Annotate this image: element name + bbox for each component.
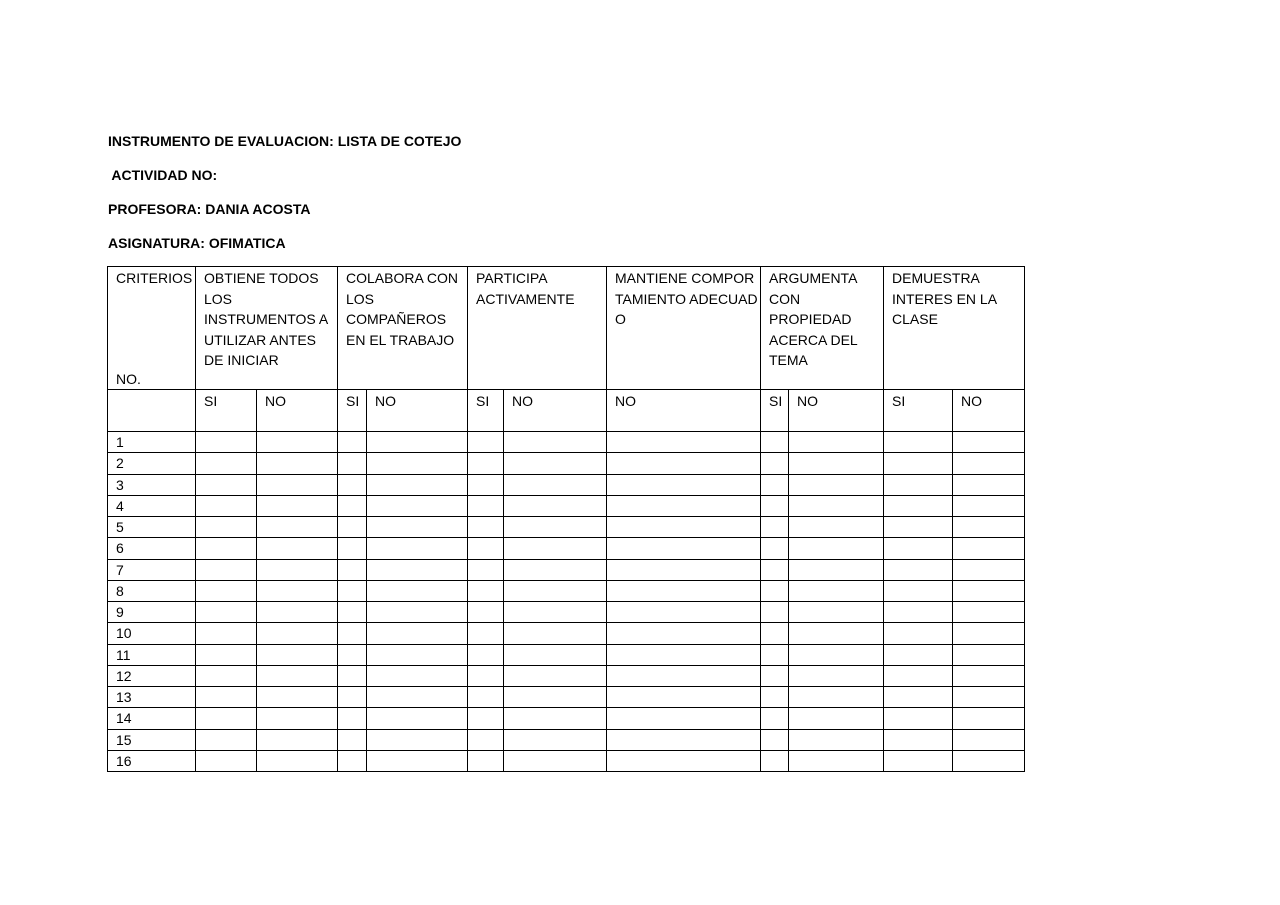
checklist-entry-cell[interactable] (788, 622, 884, 644)
checklist-entry-cell[interactable] (256, 516, 338, 538)
checklist-entry-cell[interactable] (952, 537, 1025, 559)
checklist-entry-cell[interactable] (952, 665, 1025, 687)
checklist-entry-cell[interactable] (366, 644, 468, 666)
checklist-entry-cell[interactable] (883, 644, 953, 666)
checklist-entry-cell[interactable] (366, 516, 468, 538)
checklist-entry-cell[interactable] (337, 601, 367, 623)
answer-option-label: SI (346, 393, 360, 409)
checklist-entry-cell[interactable] (606, 452, 761, 474)
checklist-entry-cell[interactable] (883, 516, 953, 538)
checklist-entry-cell[interactable] (606, 580, 761, 602)
checklist-entry-cell[interactable] (256, 537, 338, 559)
answer-option-label: SI (892, 393, 906, 409)
checklist-entry-cell[interactable] (256, 707, 338, 729)
sub-header-cell (503, 389, 607, 433)
checklist-entry-cell[interactable] (467, 622, 504, 644)
checklist-entry-cell[interactable] (366, 686, 468, 708)
checklist-entry-cell[interactable] (606, 644, 761, 666)
checklist-entry-cell[interactable] (760, 686, 789, 708)
table-row-number (107, 516, 196, 538)
checklist-entry-cell[interactable] (366, 474, 468, 496)
criterion-header-3 (467, 266, 607, 391)
checklist-entry-cell[interactable] (503, 729, 607, 751)
table-row-number (107, 750, 196, 772)
checklist-entry-cell[interactable] (883, 474, 953, 496)
checklist-entry-cell[interactable] (503, 665, 607, 687)
checklist-entry-cell[interactable] (195, 707, 257, 729)
checklist-entry-cell[interactable] (366, 707, 468, 729)
criterion-label: COLABORA CON LOS COMPAÑEROS EN EL TRABAJO (346, 270, 459, 348)
checklist-entry-cell[interactable] (337, 580, 367, 602)
criterion-label: PARTICIPA ACTIVAMENTE (476, 270, 575, 307)
checklist-entry-cell[interactable] (337, 452, 367, 474)
checklist-entry-cell[interactable] (952, 474, 1025, 496)
checklist-entry-cell[interactable] (366, 559, 468, 581)
checklist-entry-cell[interactable] (760, 495, 789, 517)
checklist-entry-cell[interactable] (503, 750, 607, 772)
checklist-entry-cell[interactable] (467, 665, 504, 687)
checklist-entry-cell[interactable] (606, 516, 761, 538)
checklist-entry-cell[interactable] (503, 686, 607, 708)
checklist-entry-cell[interactable] (503, 622, 607, 644)
checklist-entry-cell[interactable] (883, 559, 953, 581)
checklist-entry-cell[interactable] (952, 622, 1025, 644)
checklist-entry-cell[interactable] (467, 601, 504, 623)
checklist-entry-cell[interactable] (883, 686, 953, 708)
checklist-entry-cell[interactable] (503, 495, 607, 517)
checklist-entry-cell[interactable] (788, 431, 884, 453)
teacher-label: PROFESORA: DANIA ACOSTA (108, 201, 311, 217)
checklist-entry-cell[interactable] (337, 516, 367, 538)
checklist-entry-cell[interactable] (195, 474, 257, 496)
checklist-entry-cell[interactable] (256, 431, 338, 453)
checklist-entry-cell[interactable] (467, 580, 504, 602)
table-row-number (107, 537, 196, 559)
checklist-entry-cell[interactable] (195, 622, 257, 644)
row-number: 10 (116, 625, 132, 642)
checklist-entry-cell[interactable] (366, 537, 468, 559)
row-number: 3 (116, 476, 124, 493)
checklist-entry-cell[interactable] (256, 580, 338, 602)
checklist-entry-cell[interactable] (195, 665, 257, 687)
checklist-entry-cell[interactable] (195, 431, 257, 453)
checklist-entry-cell[interactable] (952, 644, 1025, 666)
checklist-entry-cell[interactable] (195, 452, 257, 474)
checklist-entry-cell[interactable] (256, 474, 338, 496)
row-number: 2 (116, 455, 124, 472)
checklist-entry-cell[interactable] (952, 580, 1025, 602)
checklist-entry-cell[interactable] (366, 452, 468, 474)
answer-option-label: SI (204, 393, 218, 409)
checklist-entry-cell[interactable] (883, 622, 953, 644)
checklist-entry-cell[interactable] (952, 686, 1025, 708)
checklist-entry-cell[interactable] (503, 474, 607, 496)
table-row-number (107, 601, 196, 623)
checklist-entry-cell[interactable] (366, 622, 468, 644)
answer-option-label: NO (265, 393, 286, 409)
sub-header-cell (337, 389, 367, 433)
checklist-entry-cell[interactable] (760, 474, 789, 496)
checklist-entry-cell[interactable] (760, 707, 789, 729)
criterion-label: MANTIENE COMPORTAMIENTO ADECUADO (615, 270, 758, 327)
checklist-entry-cell[interactable] (503, 516, 607, 538)
checklist-entry-cell[interactable] (760, 729, 789, 751)
checklist-entry-cell[interactable] (952, 495, 1025, 517)
checklist-entry-cell[interactable] (606, 537, 761, 559)
checklist-entry-cell[interactable] (195, 686, 257, 708)
checklist-entry-cell[interactable] (883, 707, 953, 729)
checklist-entry-cell[interactable] (606, 431, 761, 453)
criterion-header-1 (195, 266, 338, 391)
criterion-header-2 (337, 266, 468, 391)
checklist-entry-cell[interactable] (366, 580, 468, 602)
checklist-entry-cell[interactable] (883, 729, 953, 751)
checklist-entry-cell[interactable] (256, 601, 338, 623)
checklist-entry-cell[interactable] (788, 537, 884, 559)
answer-option-label: SI (769, 393, 783, 409)
checklist-entry-cell[interactable] (503, 644, 607, 666)
checklist-entry-cell[interactable] (467, 729, 504, 751)
checklist-entry-cell[interactable] (883, 665, 953, 687)
checklist-entry-cell[interactable] (606, 474, 761, 496)
checklist-entry-cell[interactable] (467, 686, 504, 708)
sub-header-cell (952, 389, 1025, 433)
checklist-entry-cell[interactable] (503, 559, 607, 581)
checklist-entry-cell[interactable] (760, 559, 789, 581)
checklist-entry-cell[interactable] (366, 750, 468, 772)
sub-header-cell (256, 389, 338, 433)
row-number: 8 (116, 582, 124, 599)
checklist-entry-cell[interactable] (788, 686, 884, 708)
criterion-header-5 (760, 266, 884, 391)
checklist-entry-cell[interactable] (256, 452, 338, 474)
checklist-entry-cell[interactable] (366, 729, 468, 751)
row-number: 7 (116, 561, 124, 578)
sub-header-blank (107, 389, 196, 433)
checklist-entry-cell[interactable] (195, 750, 257, 772)
sub-header-cell (366, 389, 468, 433)
table-row-number (107, 495, 196, 517)
checklist-entry-cell[interactable] (503, 601, 607, 623)
row-number: 9 (116, 604, 124, 620)
checklist-entry-cell[interactable] (195, 644, 257, 666)
checklist-entry-cell[interactable] (883, 495, 953, 517)
checklist-entry-cell[interactable] (195, 537, 257, 559)
table-row-number (107, 686, 196, 708)
row-number: 13 (116, 689, 132, 705)
sub-header-cell (467, 389, 504, 433)
answer-option-label: NO (797, 393, 818, 409)
checklist-entry-cell[interactable] (337, 686, 367, 708)
sub-header-cell (760, 389, 789, 433)
answer-option-label: NO (512, 393, 533, 409)
checklist-entry-cell[interactable] (467, 495, 504, 517)
checklist-entry-cell[interactable] (366, 495, 468, 517)
criterion-label: DEMUESTRA INTERES EN LA CLASE (892, 270, 997, 327)
sub-header-cell (195, 389, 257, 433)
row-number: 5 (116, 519, 124, 535)
checklist-entry-cell[interactable] (467, 537, 504, 559)
checklist-entry-cell[interactable] (503, 431, 607, 453)
checklist-entry-cell[interactable] (256, 686, 338, 708)
checklist-entry-cell[interactable] (760, 665, 789, 687)
checklist-entry-cell[interactable] (883, 431, 953, 453)
criterion-label: ARGUMENTA CON PROPIEDAD ACERCA DEL TEMA (769, 270, 858, 368)
table-row-number (107, 644, 196, 666)
checklist-entry-cell[interactable] (952, 601, 1025, 623)
checklist-entry-cell[interactable] (788, 750, 884, 772)
checklist-entry-cell[interactable] (606, 622, 761, 644)
checklist-entry-cell[interactable] (503, 537, 607, 559)
checklist-entry-cell[interactable] (606, 495, 761, 517)
checklist-entry-cell[interactable] (195, 580, 257, 602)
checklist-entry-cell[interactable] (195, 601, 257, 623)
number-header: NO. (116, 370, 141, 387)
checklist-entry-cell[interactable] (788, 516, 884, 538)
row-number: 12 (116, 667, 132, 684)
checklist-entry-cell[interactable] (952, 516, 1025, 538)
checklist-entry-cell[interactable] (337, 707, 367, 729)
checklist-entry-cell[interactable] (788, 665, 884, 687)
table-row-number (107, 431, 196, 453)
criteria-header-cell (107, 266, 196, 391)
checklist-entry-cell[interactable] (606, 729, 761, 751)
checklist-entry-cell[interactable] (337, 474, 367, 496)
subject-label: ASIGNATURA: OFIMATICA (108, 235, 286, 251)
row-number: 1 (116, 434, 124, 450)
criteria-header: CRITERIOS (116, 270, 193, 286)
checklist-entry-cell[interactable] (883, 580, 953, 602)
checklist-entry-cell[interactable] (883, 601, 953, 623)
answer-option-label: SI (476, 393, 490, 409)
checklist-entry-cell[interactable] (788, 580, 884, 602)
checklist-entry-cell[interactable] (883, 750, 953, 772)
checklist-entry-cell[interactable] (195, 559, 257, 581)
checklist-entry-cell[interactable] (760, 622, 789, 644)
checklist-entry-cell[interactable] (337, 537, 367, 559)
checklist-entry-cell[interactable] (256, 729, 338, 751)
checklist-entry-cell[interactable] (337, 729, 367, 751)
checklist-entry-cell[interactable] (337, 665, 367, 687)
document-title: INSTRUMENTO DE EVALUACION: LISTA DE COTEJO (108, 133, 462, 149)
checklist-entry-cell[interactable] (760, 601, 789, 623)
checklist-entry-cell[interactable] (366, 665, 468, 687)
checklist-entry-cell[interactable] (256, 559, 338, 581)
checklist-entry-cell[interactable] (788, 707, 884, 729)
activity-label: ACTIVIDAD NO: (108, 167, 218, 183)
row-number: 15 (116, 731, 132, 748)
checklist-entry-cell[interactable] (788, 559, 884, 581)
table-row-number (107, 622, 196, 644)
checklist-entry-cell[interactable] (337, 644, 367, 666)
checklist-entry-cell[interactable] (337, 622, 367, 644)
criterion-header-4 (606, 266, 761, 391)
checklist-entry-cell[interactable] (788, 474, 884, 496)
checklist-entry-cell[interactable] (788, 601, 884, 623)
checklist-entry-cell[interactable] (366, 601, 468, 623)
answer-option-label: NO (961, 393, 982, 409)
row-number: 6 (116, 540, 124, 557)
checklist-entry-cell[interactable] (195, 516, 257, 538)
checklist-entry-cell[interactable] (952, 559, 1025, 581)
checklist-entry-cell[interactable] (606, 707, 761, 729)
table-row-number (107, 580, 196, 602)
row-number: 16 (116, 752, 132, 769)
checklist-entry-cell[interactable] (467, 474, 504, 496)
checklist-entry-cell[interactable] (337, 495, 367, 517)
checklist-entry-cell[interactable] (788, 644, 884, 666)
checklist-entry-cell[interactable] (760, 644, 789, 666)
checklist-entry-cell[interactable] (337, 750, 367, 772)
checklist-entry-cell[interactable] (760, 452, 789, 474)
checklist-entry-cell[interactable] (606, 601, 761, 623)
checklist-entry-cell[interactable] (467, 431, 504, 453)
answer-option-label: NO (615, 393, 636, 409)
checklist-entry-cell[interactable] (952, 707, 1025, 729)
checklist-entry-cell[interactable] (760, 750, 789, 772)
table-row-number (107, 665, 196, 687)
checklist-entry-cell[interactable] (256, 495, 338, 517)
checklist-entry-cell[interactable] (256, 750, 338, 772)
checklist-entry-cell[interactable] (256, 665, 338, 687)
checklist-entry-cell[interactable] (606, 559, 761, 581)
sub-header-cell (606, 389, 761, 433)
checklist-entry-cell[interactable] (467, 707, 504, 729)
sub-header-cell (788, 389, 884, 433)
checklist-entry-cell[interactable] (788, 495, 884, 517)
checklist-entry-cell[interactable] (337, 431, 367, 453)
checklist-entry-cell[interactable] (760, 516, 789, 538)
checklist-entry-cell[interactable] (883, 452, 953, 474)
row-number: 14 (116, 710, 132, 727)
checklist-entry-cell[interactable] (366, 431, 468, 453)
checklist-entry-cell[interactable] (952, 452, 1025, 474)
criterion-header-6 (883, 266, 1025, 391)
row-number: 11 (116, 646, 131, 663)
row-number: 4 (116, 497, 124, 514)
checklist-entry-cell[interactable] (503, 452, 607, 474)
checklist-entry-cell[interactable] (337, 559, 367, 581)
checklist-entry-cell[interactable] (195, 729, 257, 751)
checklist-entry-cell[interactable] (256, 644, 338, 666)
checklist-entry-cell[interactable] (760, 431, 789, 453)
criterion-label: OBTIENE TODOS LOS INSTRUMENTOS A UTILIZAR ANTES DE INICIAR (204, 270, 328, 368)
answer-option-label: NO (375, 393, 396, 409)
checklist-entry-cell[interactable] (256, 622, 338, 644)
checklist-entry-cell[interactable] (760, 580, 789, 602)
checklist-entry-cell[interactable] (503, 707, 607, 729)
checklist-entry-cell[interactable] (760, 537, 789, 559)
table-row-number (107, 559, 196, 581)
table-row-number (107, 707, 196, 729)
checklist-entry-cell[interactable] (606, 686, 761, 708)
checklist-entry-cell[interactable] (606, 665, 761, 687)
checklist-entry-cell[interactable] (788, 452, 884, 474)
checklist-entry-cell[interactable] (503, 580, 607, 602)
checklist-entry-cell[interactable] (467, 644, 504, 666)
sub-header-cell (883, 389, 953, 433)
checklist-entry-cell[interactable] (952, 431, 1025, 453)
table-row-number (107, 729, 196, 751)
checklist-table (107, 266, 1024, 772)
checklist-entry-cell[interactable] (952, 750, 1025, 772)
checklist-entry-cell[interactable] (606, 750, 761, 772)
table-row-number (107, 474, 196, 496)
checklist-entry-cell[interactable] (467, 452, 504, 474)
checklist-entry-cell[interactable] (467, 516, 504, 538)
checklist-entry-cell[interactable] (467, 750, 504, 772)
checklist-entry-cell[interactable] (195, 495, 257, 517)
checklist-entry-cell[interactable] (467, 559, 504, 581)
checklist-entry-cell[interactable] (788, 729, 884, 751)
checklist-entry-cell[interactable] (883, 537, 953, 559)
checklist-entry-cell[interactable] (952, 729, 1025, 751)
table-row-number (107, 452, 196, 474)
